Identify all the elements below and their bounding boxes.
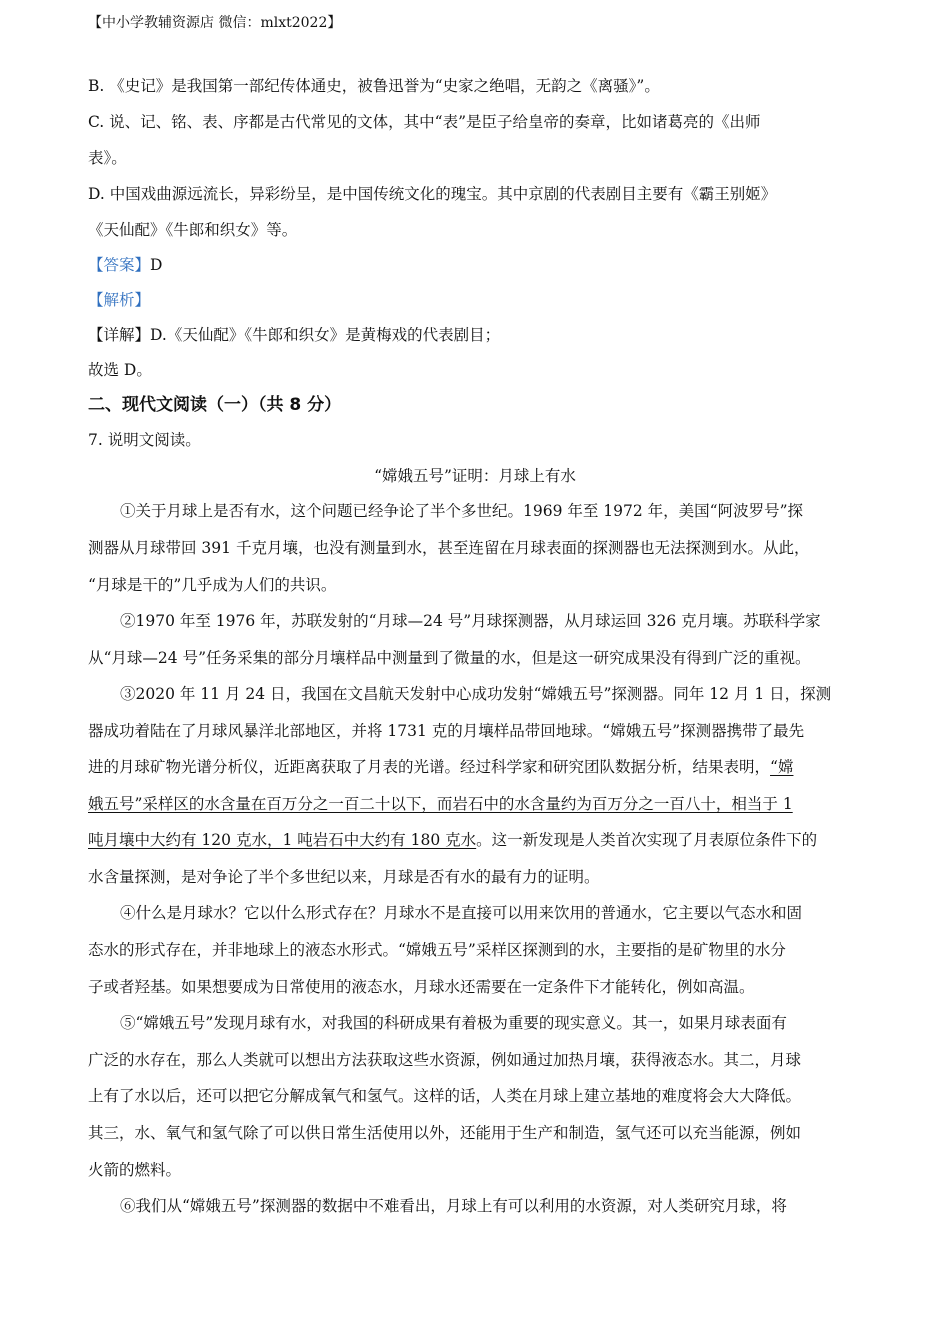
p5-line2: 广泛的水存在，那么人类就可以想出方法获取这些水资源，例如通过加热月壤，获得液态水。其二，月球 — [88, 1051, 802, 1069]
option-c-line2: 表》。 — [88, 149, 127, 167]
detail-text: D.《天仙配》《牛郎和织女》是黄梅戏的代表剧目； — [150, 326, 501, 344]
analysis-label: 【解析】 — [88, 291, 151, 309]
detail-line — [88, 325, 500, 345]
p2-line1: ②1970 年至 1976 年，苏联发射的“月球—24 号”月球探测器，从月球运回 326 克月壤。苏联科学家 — [120, 612, 821, 630]
p4-line2: 态水的形式存在，并非地球上的液态水形式。“嫦娥五号”采样区探测到的水，主要指的是矿物里的水分 — [88, 941, 786, 959]
p3-underlined-end: 吨月壤中大约有 120 克水，1 吨岩石中大约有 180 克水 — [88, 831, 477, 849]
p3-line2: 器成功着陆在了月球风暴洋北部地区，并将 1731 克的月壤样品带回地球。“嫦娥五号”探测器携带了最先 — [88, 722, 805, 740]
p2-line2: 从“月球—24 号”任务采集的部分月壤样品中测量到了微量的水，但是这一研究成果没有得到广泛的重视。 — [88, 649, 811, 667]
answer-value: D — [150, 256, 163, 274]
section-heading: 二、现代文阅读（一）（共 8 分） — [88, 395, 342, 415]
p3-underlined-mid: 娥五号”采样区的水含量在百万分之一百二十以下，而岩石中的水含量约为百万分之一百八十，相当于 1 — [88, 795, 793, 813]
conclusion: 故选 D。 — [88, 361, 152, 379]
p5-line5: 火箭的燃料。 — [88, 1161, 182, 1179]
answer-label: 【答案】 — [88, 256, 151, 274]
p1-line1: ①关于月球上是否有水，这个问题已经争论了半个多世纪。1969 年至 1972 年，美国“阿波罗号”探 — [120, 502, 804, 520]
option-c-line1: C. 说、记、铭、表、序都是古代常见的文体，其中“表”是臣子给皇帝的奏章，比如诸葛亮的《出师 — [88, 113, 761, 131]
p3-underlined-start: “嫦 — [770, 758, 794, 776]
option-b: B. 《史记》是我国第一部纪传体通史，被鲁迅誉为“史家之绝唱，无韵之《离骚》”。 — [88, 77, 660, 95]
p3-line5 — [88, 830, 817, 850]
p6-line1: ⑥我们从“嫦娥五号”探测器的数据中不难看出，月球上有可以利用的水资源，对人类研究月球，将 — [120, 1197, 787, 1215]
p3-line1: ③2020 年 11 月 24 日，我国在文昌航天发射中心成功发射“嫦娥五号”探测器。同年 12 月 1 日，探测 — [120, 685, 832, 703]
p4-line3: 子或者羟基。如果想要成为日常使用的液态水，月球水还需要在一定条件下才能转化，例如高温。 — [88, 978, 755, 996]
p5-line4: 其三，水、氧气和氢气除了可以供日常生活使用以外，还能用于生产和制造，氢气还可以充当能源，例如 — [88, 1124, 802, 1142]
p1-line2: 测器从月球带回 391 千克月壤，也没有测量到水，甚至连留在月球表面的探测器也无法探测到水。从此， — [88, 539, 810, 557]
p3-line3 — [88, 757, 793, 777]
detail-label: 【详解】 — [88, 326, 151, 344]
page-header: 【中小学教辅资源店 微信：mlxt2022】 — [88, 15, 342, 31]
answer-line — [88, 255, 162, 275]
p3-line4 — [88, 794, 793, 814]
p3-line6: 水含量探测，是对争论了半个多世纪以来，月球是否有水的最有力的证明。 — [88, 868, 600, 886]
option-d-line2: 《天仙配》《牛郎和织女》等。 — [88, 221, 298, 239]
p5-line3: 上有了水以后，还可以把它分解成氧气和氢气。这样的话，人类在月球上建立基地的难度将会大大降低。 — [88, 1087, 802, 1105]
article-title: “嫦娥五号”证明：月球上有水 — [374, 467, 576, 485]
p1-line3: “月球是干的”几乎成为人们的共识。 — [88, 576, 337, 594]
p4-line1: ④什么是月球水？它以什么形式存在？月球水不是直接可以用来饮用的普通水，它主要以气态水和固 — [120, 904, 803, 922]
p3-line3-text: 进的月球矿物光谱分析仪，近距离获取了月表的光谱。经过科学家和研究团队数据分析，结果表明， — [88, 758, 771, 776]
question-prompt: 7. 说明文阅读。 — [88, 431, 201, 449]
p5-line1: ⑤“嫦娥五号”发现月球有水，对我国的科研成果有着极为重要的现实意义。其一，如果月球表面有 — [120, 1014, 787, 1032]
option-d-line1: D. 中国戏曲源远流长，异彩纷呈，是中国传统文化的瑰宝。其中京剧的代表剧目主要有《霸王别姬》 — [88, 185, 777, 203]
p3-line5-text: 。这一新发现是人类首次实现了月表原位条件下的 — [476, 831, 818, 849]
